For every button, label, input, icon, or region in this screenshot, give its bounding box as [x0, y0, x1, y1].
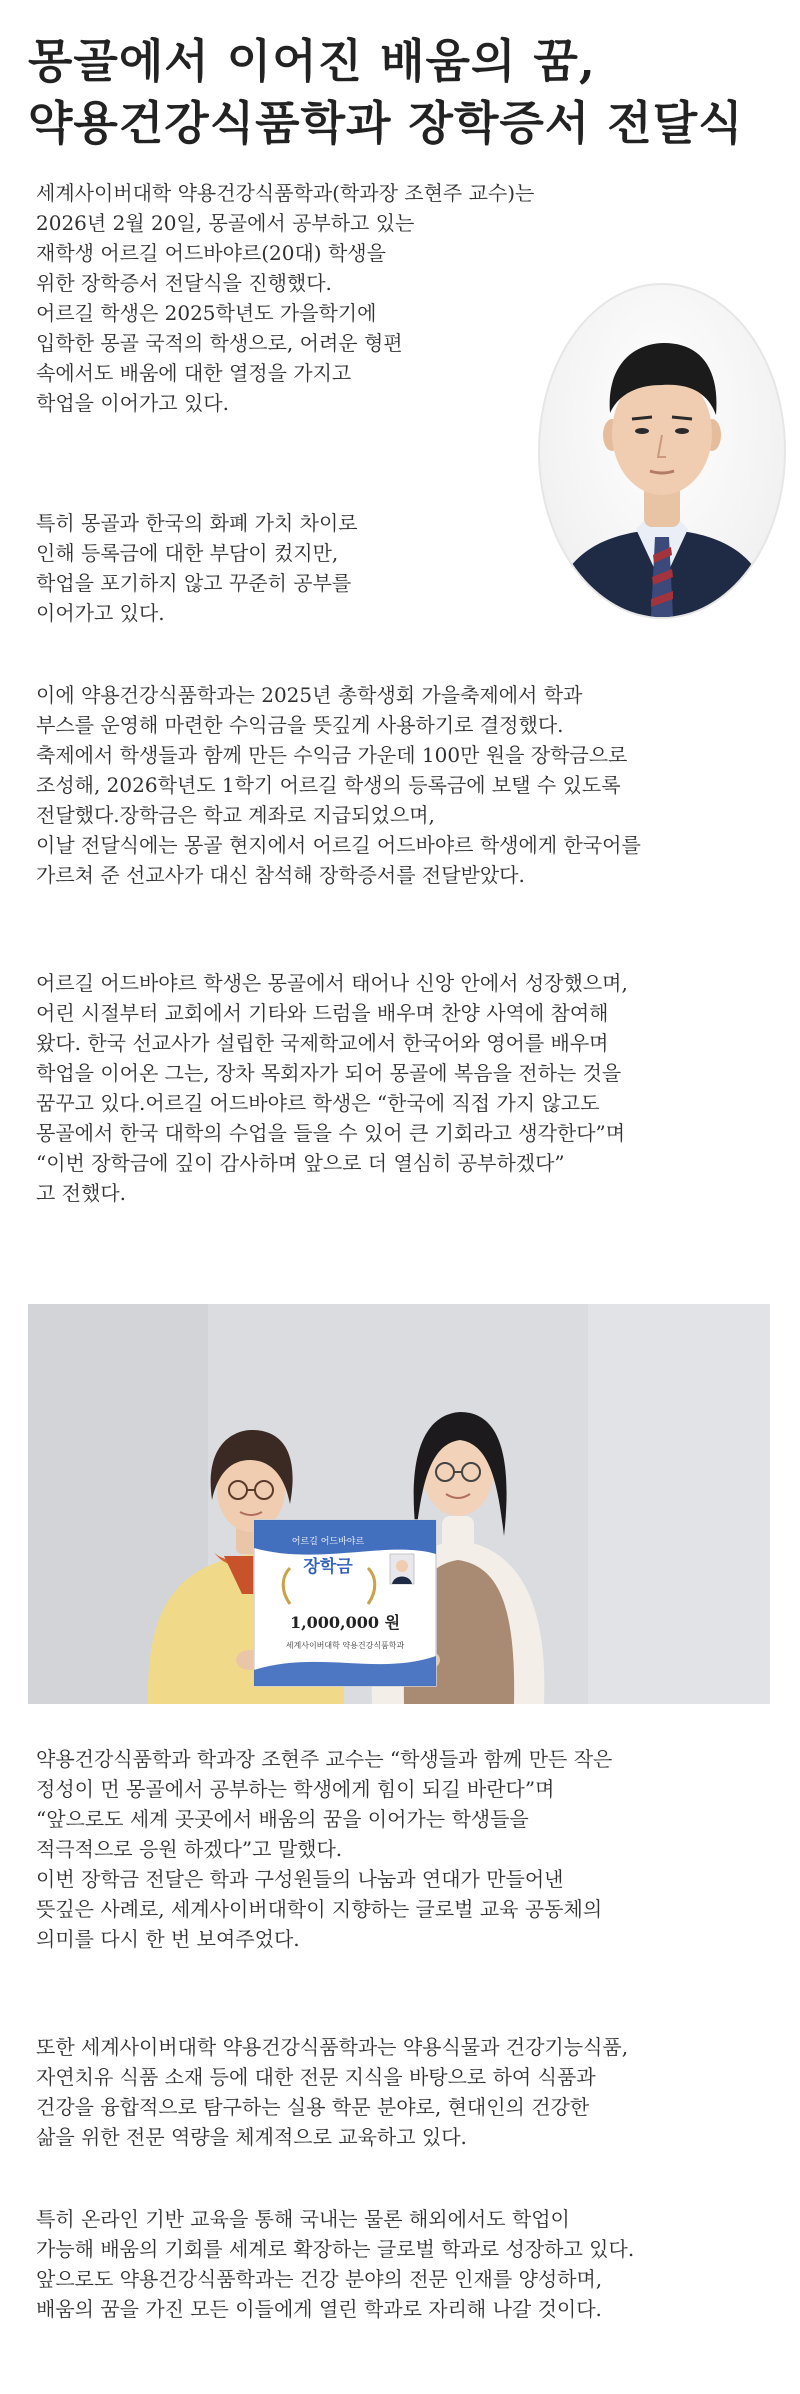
text-line: 특히 온라인 기반 교육을 통해 국내는 물론 해외에서도 학업이: [36, 2207, 570, 2231]
text-line: 학업을 포기하지 않고 꾸준히 공부를: [36, 571, 352, 595]
text-line: 건강을 융합적으로 탐구하는 실용 학문 분야로, 현대인의 건강한: [36, 2095, 590, 2119]
student-portrait: [538, 283, 786, 619]
text-line: 세계사이버대학 약용건강식품학과(학과장 조현주 교수)는: [36, 181, 535, 205]
text-line: 또한 세계사이버대학 약용건강식품학과는 약용식물과 건강기능식품,: [36, 2035, 629, 2059]
text-line: 이날 전달식에는 몽골 현지에서 어르길 어드바야르 학생에게 한국어를: [36, 833, 641, 857]
text-line: 약용건강식품학과 학과장 조현주 교수는 “학생들과 함께 만든 작은: [36, 1747, 613, 1771]
title-line-1: 몽골에서 이어진 배움의 꿈,: [28, 34, 596, 88]
paragraph-6: [36, 2032, 628, 2152]
text-line: 이번 장학금 전달은 학과 구성원들의 나눔과 연대가 만들어낸: [36, 1867, 564, 1891]
text-line: 가능해 배움의 기회를 세계로 확장하는 글로벌 학과로 성장하고 있다.: [36, 2237, 635, 2261]
paragraph-7: [36, 2204, 634, 2324]
paragraph-2: [36, 508, 358, 628]
text-line: 뜻깊은 사례로, 세계사이버대학이 지향하는 글로벌 교육 공동체의: [36, 1897, 603, 1921]
text-line: 위한 장학증서 전달식을 진행했다.: [36, 271, 332, 295]
article-title: [28, 30, 788, 154]
text-line: 적극적으로 응원 하겠다”고 말했다.: [36, 1837, 343, 1861]
text-line: 자연치유 식품 소재 등에 대한 전문 지식을 바탕으로 하여 식품과: [36, 2065, 596, 2089]
text-line: 전달했다.장학금은 학교 계좌로 지급되었으며,: [36, 803, 435, 827]
text-line: 학업을 이어온 그는, 장차 목회자가 되어 몽골에 복음을 전하는 것을: [36, 1061, 622, 1085]
text-line: 이어가고 있다.: [36, 601, 165, 625]
paragraph-5: [36, 1744, 612, 1954]
text-line: 조성해, 2026학년도 1학기 어르길 학생의 등록금에 보탤 수 있도록: [36, 773, 621, 797]
text-line: 이에 약용건강식품학과는 2025년 총학생회 가을축제에서 학과: [36, 683, 583, 707]
title-line-2: 약용건강식품학과 장학증서 전달식: [28, 96, 744, 150]
text-line: 어르길 어드바야르 학생은 몽골에서 태어나 신앙 안에서 성장했으며,: [36, 971, 628, 995]
certificate-amount: 1,000,000 원: [289, 1613, 401, 1632]
text-line: 몽골에서 한국 대학의 수업을 들을 수 있어 큰 기회라고 생각한다”며: [36, 1121, 626, 1145]
ceremony-photo-illustration: [28, 1304, 770, 1704]
text-line: 입학한 몽골 국적의 학생으로, 어려운 형편: [36, 331, 403, 355]
scholarship-certificate: [254, 1520, 436, 1686]
text-line: 어린 시절부터 교회에서 기타와 드럼을 배우며 찬양 사역에 참여해: [36, 1001, 609, 1025]
text-line: 재학생 어르길 어드바야르(20대) 학생을: [36, 241, 386, 265]
text-line: 꿈꾸고 있다.어르길 어드바야르 학생은 “한국에 직접 가지 않고도: [36, 1091, 600, 1115]
paragraph-1: [36, 178, 534, 418]
certificate-recipient: 어르길 어드바야르: [291, 1537, 365, 1547]
text-line: 가르쳐 준 선교사가 대신 참석해 장학증서를 전달받았다.: [36, 863, 525, 887]
paragraph-4: [36, 968, 628, 1208]
text-line: “이번 장학금에 깊이 감사하며 앞으로 더 열심히 공부하겠다”: [36, 1151, 565, 1175]
text-line: 축제에서 학생들과 함께 만든 수익금 가운데 100만 원을 장학금으로: [36, 743, 628, 767]
text-line: 부스를 운영해 마련한 수익금을 뜻깊게 사용하기로 결정했다.: [36, 713, 564, 737]
text-line: 학업을 이어가고 있다.: [36, 391, 229, 415]
text-line: 인해 등록금에 대한 부담이 컸지만,: [36, 541, 339, 565]
text-line: 삶을 위한 전문 역량을 체계적으로 교육하고 있다.: [36, 2125, 467, 2149]
student-portrait-illustration: [540, 285, 784, 617]
text-line: “앞으로도 세계 곳곳에서 배움의 꿈을 이어가는 학생들을: [36, 1807, 529, 1831]
certificate-heading: 장학금: [303, 1557, 353, 1577]
text-line: 정성이 먼 몽골에서 공부하는 학생에게 힘이 되길 바란다”며: [36, 1777, 555, 1801]
paragraph-3: [36, 680, 641, 890]
text-line: 의미를 다시 한 번 보여주었다.: [36, 1927, 300, 1951]
ceremony-photo: [28, 1304, 770, 1704]
text-line: 속에서도 배움에 대한 열정을 가지고: [36, 361, 352, 385]
text-line: 배움의 꿈을 가진 모든 이들에게 열린 학과로 자리해 나갈 것이다.: [36, 2297, 602, 2321]
certificate-issuer: 세계사이버대학 약용건강식품학과: [285, 1641, 405, 1650]
text-line: 2026년 2월 20일, 몽골에서 공부하고 있는: [36, 211, 415, 235]
text-line: 왔다. 한국 선교사가 설립한 국제학교에서 한국어와 영어를 배우며: [36, 1031, 609, 1055]
text-line: 앞으로도 약용건강식품학과는 건강 분야의 전문 인재를 양성하며,: [36, 2267, 603, 2291]
text-line: 고 전했다.: [36, 1181, 126, 1205]
text-line: 어르길 학생은 2025학년도 가을학기에: [36, 301, 377, 325]
text-line: 특히 몽골과 한국의 화폐 가치 차이로: [36, 511, 358, 535]
